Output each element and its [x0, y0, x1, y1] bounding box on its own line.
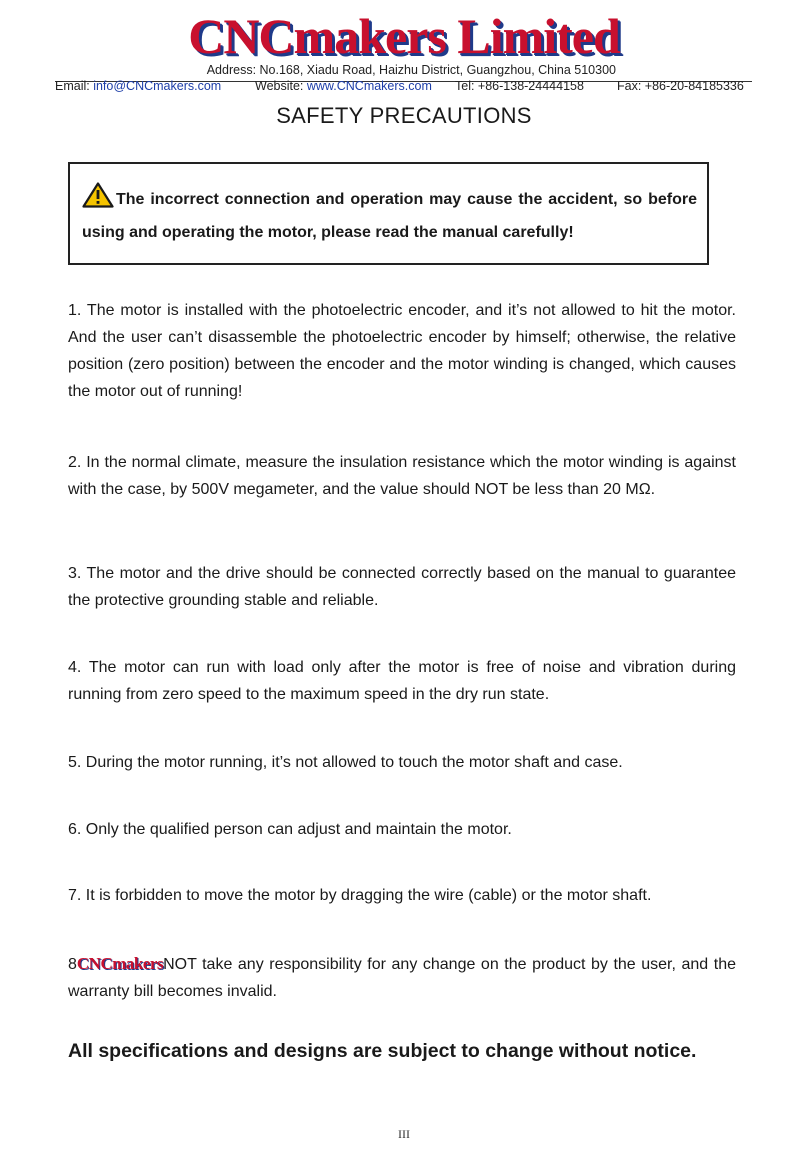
contact-tel: Tel: +86-138-24444158 [455, 79, 584, 93]
precaution-item-4: 4. The motor can run with load only after the motor is free of noise and vibration during running from zero speed to the maximum speed in the dry run state. [68, 659, 736, 703]
warning-triangle-icon [82, 182, 114, 218]
precaution-item-8 [68, 950, 736, 1005]
contact-website [255, 79, 432, 93]
contact-fax: Fax: +86-20-84185336 [617, 79, 744, 93]
warning-box [68, 162, 709, 265]
email-link[interactable]: info@CNCmakers.com [93, 79, 222, 93]
precaution-item-1: 1. The motor is installed with the photoelectric encoder, and it’s not allowed to hit the motor. And the user can’t disassemble the photoelectric encoder by himself; otherwise, the relative position (zero position) between the encoder and the motor winding is changed, which causes the motor out of running! [68, 302, 736, 400]
precaution-item-3: 3. The motor and the drive should be connected correctly based on the manual to guarantee the protective grounding stable and reliable. [68, 565, 736, 609]
company-address: Address: No.168, Xiadu Road, Haizhu District, Guangzhou, China 510300 [206, 63, 616, 77]
company-logo: CNCmakers Limited [188, 8, 620, 64]
website-label: Website: [255, 79, 307, 93]
precaution-item-6: 6. Only the qualified person can adjust and maintain the motor. [68, 821, 512, 838]
precaution-item-2: 2. In the normal climate, measure the insulation resistance which the motor winding is against with the case, by 500V megameter, and the value should NOT be less than 20 MΩ. [68, 454, 736, 498]
warning-text: The incorrect connection and operation may cause the accident, so before using and operating the motor, please read the manual carefully! [82, 191, 697, 241]
item-8-number: 8 [68, 956, 77, 973]
item-8-text: NOT take any responsibility for any change on the product by the user, and the warranty bill becomes invalid. [68, 956, 736, 1000]
contact-line [55, 79, 752, 93]
warning-paragraph [82, 182, 697, 247]
page-title: SAFETY PRECAUTIONS [276, 103, 532, 128]
contact-email [55, 79, 221, 93]
email-label: Email: [55, 79, 94, 93]
page-number: III [398, 1127, 410, 1141]
precaution-item-7: 7. It is forbidden to move the motor by dragging the wire (cable) or the motor shaft. [68, 887, 652, 904]
website-link[interactable]: www.CNCmakers.com [306, 79, 432, 93]
change-notice: All specifications and designs are subject to change without notice. [68, 1040, 697, 1062]
precaution-item-5: 5. During the motor running, it’s not allowed to touch the motor shaft and case. [68, 754, 623, 771]
brand-logo-inline: CNCmakers [76, 954, 164, 973]
